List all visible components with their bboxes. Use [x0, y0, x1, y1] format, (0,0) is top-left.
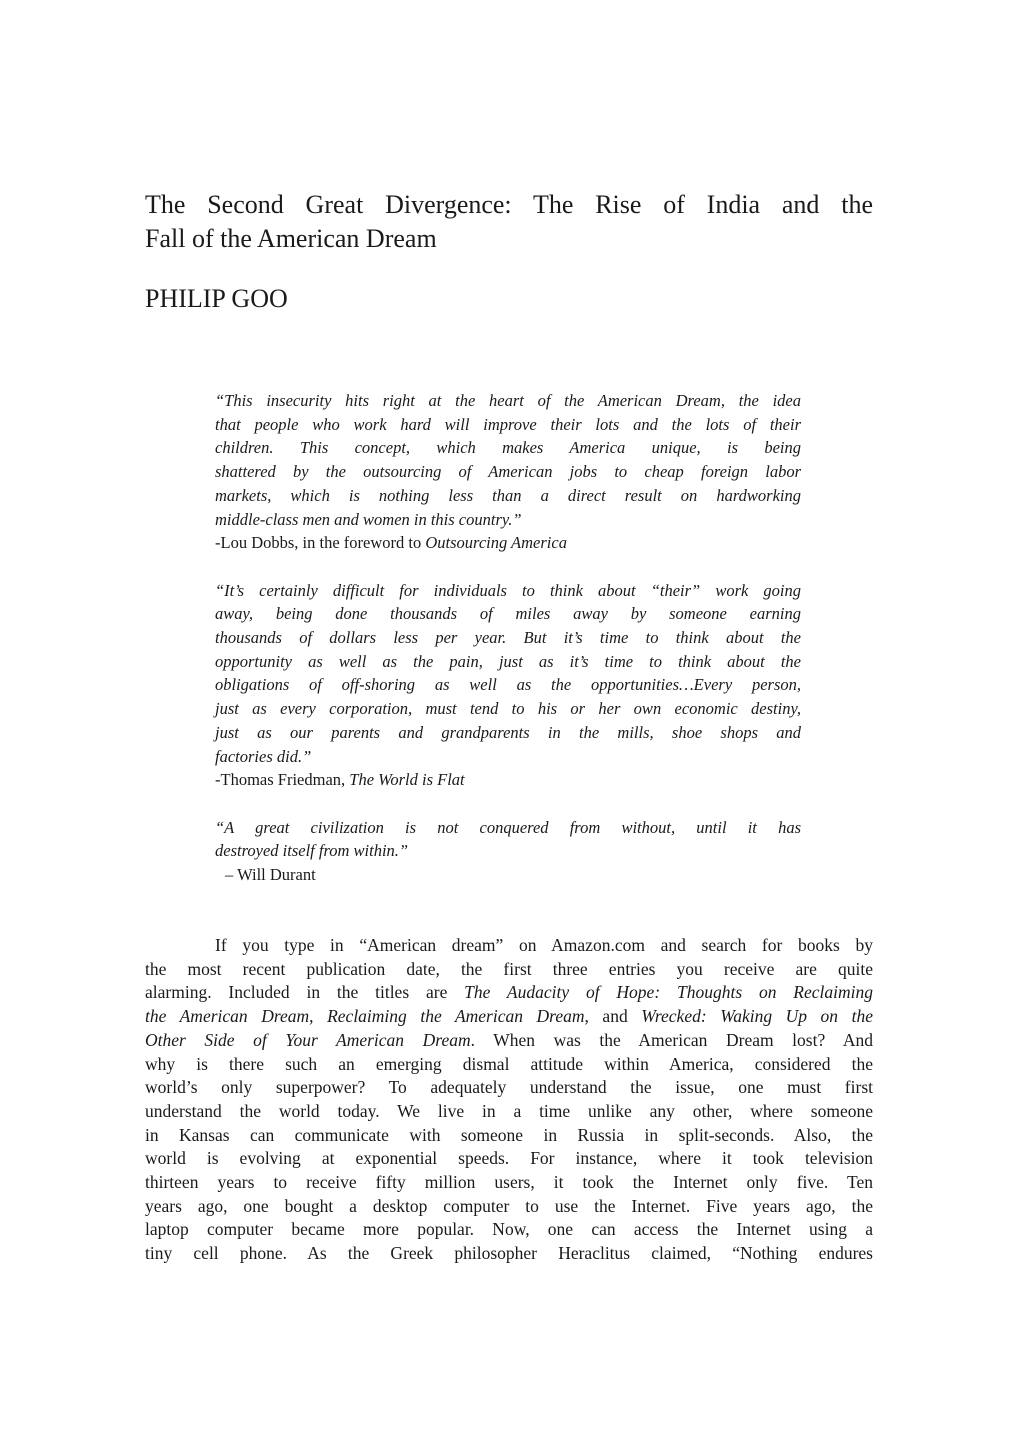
epigraph-quote: [215, 389, 801, 555]
quote-line: obligations of off-shoring as well as the opportunities…Every person,: [215, 675, 801, 695]
text-segment: in Kansas can communicate with someone in Russia in split-seconds. Also, the: [145, 1124, 873, 1145]
quote-line: away, being done thousands of miles away by someone earning: [215, 604, 801, 624]
quote-attribution: [215, 768, 801, 792]
text-segment: understand the world today. We live in a time unlike any other, where someone: [145, 1100, 873, 1121]
body-line: [145, 1124, 873, 1148]
text-segment: ,: [309, 1006, 328, 1027]
body-line: [145, 1147, 873, 1171]
quote-line: just as our parents and grandparents in the mills, shoe shops and: [215, 722, 801, 742]
text-segment: world is evolving at exponential speeds. For instance, where it took television: [145, 1148, 873, 1169]
text-segment: , and: [584, 1006, 642, 1027]
body-line: [145, 1053, 873, 1077]
text-segment: world’s only superpower? To adequately understand the issue, one must first: [145, 1077, 873, 1098]
attribution-segment: -Thomas Friedman,: [215, 770, 350, 790]
text-segment: laptop computer became more popular. Now, one can access the Internet using a: [145, 1219, 873, 1240]
text-segment: the American Dream: [145, 1006, 310, 1027]
body-line: [145, 981, 873, 1005]
text-segment: . When was the American Dream lost? And: [470, 1029, 873, 1050]
quote-line: thousands of dollars less per year. But it’s time to think about the: [215, 628, 801, 648]
epigraph-quote: [215, 579, 801, 792]
attribution-segment: -Lou Dobbs, in the foreword to: [215, 533, 426, 553]
text-segment: years ago, one bought a desktop computer to use the Internet. Five years ago, the: [145, 1195, 873, 1216]
quote-line: shattered by the outsourcing of American jobs to cheap foreign labor: [215, 462, 801, 482]
body-line: [145, 1029, 873, 1053]
body-line: [145, 1076, 873, 1100]
text-segment: why is there such an emerging dismal attitude within America, considered the: [145, 1053, 873, 1074]
body-line: [145, 958, 873, 982]
text-segment: the most recent publication date, the first three entries you receive are quite: [145, 958, 873, 979]
text-segment: The Audacity of Hope: Thoughts on Reclaiming: [464, 982, 873, 1003]
epigraph-quote: [215, 816, 801, 887]
body-line: [145, 1171, 873, 1195]
text-segment: Wrecked: Waking Up on the: [641, 1006, 873, 1027]
quote-line: destroyed itself from within.”: [215, 841, 409, 861]
document-title: [145, 188, 873, 256]
attribution-segment: – Will Durant: [225, 865, 316, 885]
quote-line: children. This concept, which makes America unique, is being: [215, 438, 801, 458]
text-segment: alarming. Included in the titles are: [145, 982, 465, 1003]
text-segment: thirteen years to receive fifty million users, it took the Internet only five. Ten: [145, 1172, 873, 1193]
title-line: The Second Great Divergence: The Rise of India and the: [145, 190, 873, 219]
body-line: [145, 1005, 873, 1029]
quote-line: just as every corporation, must tend to his or her own economic destiny,: [215, 699, 801, 719]
quote-line: “It’s certainly difficult for individuals to think about “their” work going: [215, 580, 801, 600]
text-segment: Reclaiming the American Dream: [327, 1006, 585, 1027]
body-line: [145, 1195, 873, 1219]
quote-line: factories did.”: [215, 746, 312, 766]
quote-line: “This insecurity hits right at the heart of the American Dream, the idea: [215, 391, 801, 410]
title-line: Fall of the American Dream: [145, 224, 437, 253]
quote-line: that people who work hard will improve their lots and the lots of their: [215, 414, 801, 434]
body-line: [145, 1100, 873, 1124]
body-line: [145, 1242, 873, 1266]
text-segment: Other Side of Your American Dream: [145, 1029, 471, 1050]
epigraph-quotes: [215, 389, 801, 910]
author-name: PHILIP GOO: [145, 284, 288, 313]
body-line: [145, 934, 873, 958]
attribution-segment: The World is Flat: [349, 770, 465, 790]
quote-line: middle-class men and women in this country.”: [215, 509, 522, 529]
attribution-segment: Outsourcing America: [425, 533, 567, 553]
quote-line: “A great civilization is not conquered from without, until it has: [215, 817, 801, 837]
text-segment: tiny cell phone. As the Greek philosopher Heraclitus claimed, “Nothing endures: [145, 1243, 873, 1264]
body-paragraph: [145, 934, 873, 1266]
quote-line: opportunity as well as the pain, just as it’s time to think about the: [215, 651, 801, 671]
quote-attribution: [215, 863, 801, 887]
text-segment: If you type in “American dream” on Amazon.com and search for books by: [215, 935, 873, 955]
quote-line: markets, which is nothing less than a direct result on hardworking: [215, 485, 801, 505]
body-line: [145, 1218, 873, 1242]
quote-attribution: [215, 531, 801, 555]
